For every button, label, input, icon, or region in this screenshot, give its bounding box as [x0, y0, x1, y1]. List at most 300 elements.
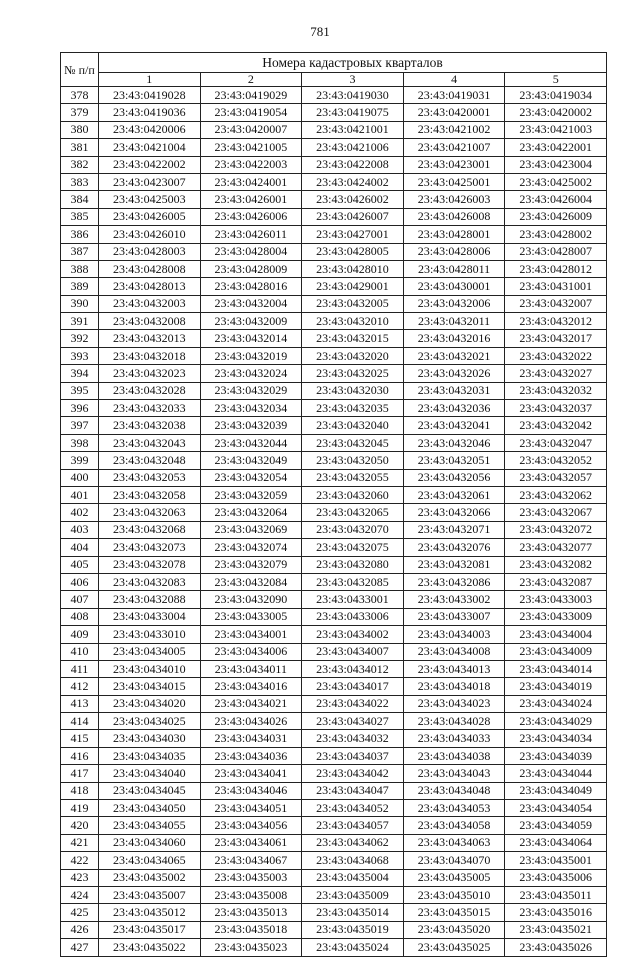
cadastral-number-cell: 23:43:0432021	[403, 347, 505, 364]
cadastral-number-cell: 23:43:0434004	[505, 626, 607, 643]
cadastral-number-cell: 23:43:0432040	[302, 417, 404, 434]
cadastral-number-cell: 23:43:0424002	[302, 173, 404, 190]
column-number-3: 3	[302, 73, 404, 87]
cadastral-number-cell: 23:43:0432027	[505, 365, 607, 382]
cadastral-number-cell: 23:43:0432062	[505, 486, 607, 503]
cadastral-number-cell: 23:43:0419036	[99, 104, 201, 121]
cadastral-number-cell: 23:43:0434020	[99, 695, 201, 712]
cadastral-number-cell: 23:43:0434028	[403, 713, 505, 730]
cadastral-number-cell: 23:43:0428001	[403, 226, 505, 243]
cadastral-number-cell: 23:43:0432013	[99, 330, 201, 347]
cadastral-number-cell: 23:43:0424001	[200, 173, 302, 190]
table-row	[61, 713, 607, 730]
cadastral-number-cell: 23:43:0435016	[505, 904, 607, 921]
cadastral-number-cell: 23:43:0434027	[302, 713, 404, 730]
table-row	[61, 869, 607, 886]
cadastral-number-cell: 23:43:0434019	[505, 678, 607, 695]
cadastral-number-cell: 23:43:0433010	[99, 626, 201, 643]
cadastral-number-cell: 23:43:0434055	[99, 817, 201, 834]
cadastral-number-cell: 23:43:0434029	[505, 713, 607, 730]
cadastral-number-cell: 23:43:0432036	[403, 400, 505, 417]
table-row	[61, 139, 607, 156]
cadastral-number-cell: 23:43:0421004	[99, 139, 201, 156]
row-number-cell: 408	[61, 608, 99, 625]
cadastral-number-cell: 23:43:0428010	[302, 260, 404, 277]
cadastral-number-cell: 23:43:0432076	[403, 539, 505, 556]
cadastral-number-cell: 23:43:0432073	[99, 539, 201, 556]
cadastral-number-cell: 23:43:0432083	[99, 573, 201, 590]
row-number-cell: 386	[61, 226, 99, 243]
cadastral-number-cell: 23:43:0434023	[403, 695, 505, 712]
cadastral-number-cell: 23:43:0428002	[505, 226, 607, 243]
row-number-cell: 385	[61, 208, 99, 225]
cadastral-number-cell: 23:43:0435010	[403, 886, 505, 903]
cadastral-number-cell: 23:43:0435022	[99, 939, 201, 956]
row-number-cell: 392	[61, 330, 99, 347]
cadastral-number-cell: 23:43:0434040	[99, 765, 201, 782]
row-number-cell: 402	[61, 504, 99, 521]
cadastral-number-cell: 23:43:0432046	[403, 434, 505, 451]
table-row	[61, 382, 607, 399]
cadastral-number-cell: 23:43:0434018	[403, 678, 505, 695]
cadastral-number-cell: 23:43:0432063	[99, 504, 201, 521]
column-number-1: 1	[99, 73, 201, 87]
cadastral-number-cell: 23:43:0432067	[505, 504, 607, 521]
cadastral-number-cell: 23:43:0420007	[200, 121, 302, 138]
cadastral-number-cell: 23:43:0421006	[302, 139, 404, 156]
cadastral-number-cell: 23:43:0421002	[403, 121, 505, 138]
cadastral-number-cell: 23:43:0434057	[302, 817, 404, 834]
cadastral-number-cell: 23:43:0434021	[200, 695, 302, 712]
cadastral-number-cell: 23:43:0432034	[200, 400, 302, 417]
cadastral-number-cell: 23:43:0432081	[403, 556, 505, 573]
cadastral-number-cell: 23:43:0434016	[200, 678, 302, 695]
table-row	[61, 939, 607, 956]
cadastral-number-cell: 23:43:0426008	[403, 208, 505, 225]
cadastral-number-cell: 23:43:0434041	[200, 765, 302, 782]
row-number-cell: 396	[61, 400, 99, 417]
cadastral-number-cell: 23:43:0435008	[200, 886, 302, 903]
table-row	[61, 573, 607, 590]
cadastral-number-cell: 23:43:0432069	[200, 521, 302, 538]
cadastral-number-cell: 23:43:0432051	[403, 452, 505, 469]
cadastral-number-cell: 23:43:0432084	[200, 573, 302, 590]
row-number-cell: 416	[61, 747, 99, 764]
cadastral-number-cell: 23:43:0432044	[200, 434, 302, 451]
row-number-cell: 410	[61, 643, 99, 660]
cadastral-number-cell: 23:43:0428006	[403, 243, 505, 260]
cadastral-number-cell: 23:43:0419034	[505, 87, 607, 104]
row-number-cell: 422	[61, 852, 99, 869]
table-row	[61, 886, 607, 903]
cadastral-number-cell: 23:43:0419028	[99, 87, 201, 104]
row-number-cell: 415	[61, 730, 99, 747]
cadastral-number-cell: 23:43:0434043	[403, 765, 505, 782]
cadastral-number-cell: 23:43:0426007	[302, 208, 404, 225]
table-row	[61, 347, 607, 364]
table-row	[61, 504, 607, 521]
cadastral-number-cell: 23:43:0434022	[302, 695, 404, 712]
cadastral-number-cell: 23:43:0419031	[403, 87, 505, 104]
cadastral-number-cell: 23:43:0432047	[505, 434, 607, 451]
table-row	[61, 591, 607, 608]
cadastral-number-cell: 23:43:0426001	[200, 191, 302, 208]
cadastral-number-cell: 23:43:0432050	[302, 452, 404, 469]
cadastral-number-cell: 23:43:0434044	[505, 765, 607, 782]
cadastral-number-cell: 23:43:0434006	[200, 643, 302, 660]
cadastral-number-cell: 23:43:0434067	[200, 852, 302, 869]
cadastral-number-cell: 23:43:0432008	[99, 313, 201, 330]
cadastral-number-cell: 23:43:0423007	[99, 173, 201, 190]
table-row	[61, 800, 607, 817]
cadastral-number-cell: 23:43:0428005	[302, 243, 404, 260]
table-row	[61, 208, 607, 225]
cadastral-number-cell: 23:43:0432068	[99, 521, 201, 538]
cadastral-number-cell: 23:43:0419054	[200, 104, 302, 121]
cadastral-number-cell: 23:43:0432053	[99, 469, 201, 486]
cadastral-number-cell: 23:43:0434031	[200, 730, 302, 747]
table-row	[61, 643, 607, 660]
cadastral-number-cell: 23:43:0432003	[99, 295, 201, 312]
cadastral-number-cell: 23:43:0432057	[505, 469, 607, 486]
table-row	[61, 521, 607, 538]
row-number-cell: 382	[61, 156, 99, 173]
cadastral-number-cell: 23:43:0421005	[200, 139, 302, 156]
cadastral-number-cell: 23:43:0428007	[505, 243, 607, 260]
row-number-cell: 391	[61, 313, 99, 330]
row-number-cell: 417	[61, 765, 99, 782]
cadastral-number-cell: 23:43:0428013	[99, 278, 201, 295]
cadastral-number-cell: 23:43:0432042	[505, 417, 607, 434]
cadastral-number-cell: 23:43:0432061	[403, 486, 505, 503]
cadastral-number-cell: 23:43:0435006	[505, 869, 607, 886]
cadastral-number-cell: 23:43:0422003	[200, 156, 302, 173]
cadastral-number-cell: 23:43:0435001	[505, 852, 607, 869]
cadastral-number-cell: 23:43:0432023	[99, 365, 201, 382]
cadastral-number-cell: 23:43:0433006	[302, 608, 404, 625]
cadastral-number-cell: 23:43:0435007	[99, 886, 201, 903]
table-title: Номера кадастровых кварталов	[99, 53, 607, 73]
row-number-cell: 401	[61, 486, 99, 503]
table-body	[61, 87, 607, 957]
cadastral-number-cell: 23:43:0435014	[302, 904, 404, 921]
table-row	[61, 104, 607, 121]
cadastral-number-cell: 23:43:0434036	[200, 747, 302, 764]
table-row	[61, 313, 607, 330]
table-row	[61, 365, 607, 382]
cadastral-number-cell: 23:43:0433001	[302, 591, 404, 608]
cadastral-number-cell: 23:43:0419029	[200, 87, 302, 104]
cadastral-number-cell: 23:43:0434035	[99, 747, 201, 764]
row-number-cell: 427	[61, 939, 99, 956]
cadastral-number-cell: 23:43:0432024	[200, 365, 302, 382]
cadastral-number-cell: 23:43:0426004	[505, 191, 607, 208]
cadastral-number-cell: 23:43:0422008	[302, 156, 404, 173]
cadastral-number-cell: 23:43:0427001	[302, 226, 404, 243]
cadastral-number-cell: 23:43:0432059	[200, 486, 302, 503]
cadastral-number-cell: 23:43:0435026	[505, 939, 607, 956]
row-number-cell: 393	[61, 347, 99, 364]
cadastral-number-cell: 23:43:0432058	[99, 486, 201, 503]
cadastral-number-cell: 23:43:0434054	[505, 800, 607, 817]
cadastral-number-cell: 23:43:0432007	[505, 295, 607, 312]
cadastral-number-cell: 23:43:0432004	[200, 295, 302, 312]
cadastral-number-cell: 23:43:0434010	[99, 660, 201, 677]
cadastral-number-cell: 23:43:0432090	[200, 591, 302, 608]
cadastral-number-cell: 23:43:0422001	[505, 139, 607, 156]
table-row	[61, 765, 607, 782]
row-number-cell: 378	[61, 87, 99, 104]
cadastral-number-cell: 23:43:0432009	[200, 313, 302, 330]
cadastral-number-cell: 23:43:0434011	[200, 660, 302, 677]
row-number-cell: 423	[61, 869, 99, 886]
row-number-cell: 400	[61, 469, 99, 486]
table-row	[61, 452, 607, 469]
cadastral-number-cell: 23:43:0426003	[403, 191, 505, 208]
cadastral-number-cell: 23:43:0432060	[302, 486, 404, 503]
cadastral-number-cell: 23:43:0432077	[505, 539, 607, 556]
table-row	[61, 417, 607, 434]
table-row	[61, 695, 607, 712]
cadastral-number-cell: 23:43:0432055	[302, 469, 404, 486]
cadastral-number-cell: 23:43:0432064	[200, 504, 302, 521]
cadastral-number-cell: 23:43:0422002	[99, 156, 201, 173]
cadastral-number-cell: 23:43:0432025	[302, 365, 404, 382]
cadastral-number-cell: 23:43:0434068	[302, 852, 404, 869]
table-row	[61, 834, 607, 851]
cadastral-number-cell: 23:43:0434033	[403, 730, 505, 747]
cadastral-number-cell: 23:43:0434034	[505, 730, 607, 747]
cadastral-number-cell: 23:43:0432033	[99, 400, 201, 417]
cadastral-number-cell: 23:43:0433007	[403, 608, 505, 625]
row-number-cell: 404	[61, 539, 99, 556]
cadastral-number-cell: 23:43:0426010	[99, 226, 201, 243]
cadastral-number-cell: 23:43:0432037	[505, 400, 607, 417]
table-row	[61, 226, 607, 243]
row-number-cell: 405	[61, 556, 99, 573]
table-row	[61, 330, 607, 347]
row-number-cell: 387	[61, 243, 99, 260]
cadastral-number-cell: 23:43:0432019	[200, 347, 302, 364]
cadastral-number-cell: 23:43:0432041	[403, 417, 505, 434]
row-number-cell: 412	[61, 678, 99, 695]
cadastral-number-cell: 23:43:0428008	[99, 260, 201, 277]
table-header	[61, 53, 607, 87]
cadastral-number-cell: 23:43:0435005	[403, 869, 505, 886]
cadastral-number-cell: 23:43:0432030	[302, 382, 404, 399]
cadastral-number-cell: 23:43:0433003	[505, 591, 607, 608]
table-row	[61, 469, 607, 486]
table-row	[61, 852, 607, 869]
cadastral-number-cell: 23:43:0434030	[99, 730, 201, 747]
cadastral-number-cell: 23:43:0434038	[403, 747, 505, 764]
cadastral-number-cell: 23:43:0434049	[505, 782, 607, 799]
cadastral-number-cell: 23:43:0432039	[200, 417, 302, 434]
cadastral-number-cell: 23:43:0434064	[505, 834, 607, 851]
cadastral-number-cell: 23:43:0426006	[200, 208, 302, 225]
cadastral-number-cell: 23:43:0432017	[505, 330, 607, 347]
cadastral-number-cell: 23:43:0420001	[403, 104, 505, 121]
table-row	[61, 626, 607, 643]
cadastral-number-cell: 23:43:0432080	[302, 556, 404, 573]
row-number-cell: 388	[61, 260, 99, 277]
cadastral-number-cell: 23:43:0425003	[99, 191, 201, 208]
cadastral-number-cell: 23:43:0434002	[302, 626, 404, 643]
row-number-cell: 420	[61, 817, 99, 834]
cadastral-number-cell: 23:43:0419075	[302, 104, 404, 121]
table-row	[61, 782, 607, 799]
cadastral-number-cell: 23:43:0426009	[505, 208, 607, 225]
cadastral-number-cell: 23:43:0432082	[505, 556, 607, 573]
cadastral-number-cell: 23:43:0435021	[505, 921, 607, 938]
column-number-2: 2	[200, 73, 302, 87]
cadastral-number-cell: 23:43:0421001	[302, 121, 404, 138]
cadastral-number-cell: 23:43:0434008	[403, 643, 505, 660]
cadastral-number-cell: 23:43:0423004	[505, 156, 607, 173]
cadastral-number-cell: 23:43:0432031	[403, 382, 505, 399]
table-row	[61, 260, 607, 277]
cadastral-number-cell: 23:43:0434065	[99, 852, 201, 869]
cadastral-number-cell: 23:43:0434056	[200, 817, 302, 834]
cadastral-number-cell: 23:43:0434024	[505, 695, 607, 712]
cadastral-number-cell: 23:43:0432065	[302, 504, 404, 521]
cadastral-number-cell: 23:43:0432043	[99, 434, 201, 451]
cadastral-number-cell: 23:43:0432070	[302, 521, 404, 538]
cadastral-number-cell: 23:43:0432052	[505, 452, 607, 469]
cadastral-number-cell: 23:43:0421007	[403, 139, 505, 156]
table-row	[61, 400, 607, 417]
cadastral-number-cell: 23:43:0428003	[99, 243, 201, 260]
cadastral-number-cell: 23:43:0432035	[302, 400, 404, 417]
cadastral-number-cell: 23:43:0434047	[302, 782, 404, 799]
cadastral-number-cell: 23:43:0432075	[302, 539, 404, 556]
cadastral-number-cell: 23:43:0434012	[302, 660, 404, 677]
cadastral-number-cell: 23:43:0434025	[99, 713, 201, 730]
table-row	[61, 156, 607, 173]
cadastral-number-cell: 23:43:0434005	[99, 643, 201, 660]
cadastral-number-cell: 23:43:0434059	[505, 817, 607, 834]
cadastral-number-cell: 23:43:0428016	[200, 278, 302, 295]
page-number: 781	[310, 24, 330, 39]
cadastral-number-cell: 23:43:0434007	[302, 643, 404, 660]
cadastral-number-cell: 23:43:0432014	[200, 330, 302, 347]
cadastral-number-cell: 23:43:0435020	[403, 921, 505, 938]
row-number-cell: 395	[61, 382, 99, 399]
table-row	[61, 817, 607, 834]
row-number-cell: 413	[61, 695, 99, 712]
cadastral-number-cell: 23:43:0435013	[200, 904, 302, 921]
cadastral-number-cell: 23:43:0432085	[302, 573, 404, 590]
cadastral-number-cell: 23:43:0420002	[505, 104, 607, 121]
table-row	[61, 730, 607, 747]
row-number-cell: 414	[61, 713, 99, 730]
cadastral-number-cell: 23:43:0421003	[505, 121, 607, 138]
cadastral-number-cell: 23:43:0432087	[505, 573, 607, 590]
cadastral-number-cell: 23:43:0425002	[505, 173, 607, 190]
cadastral-number-cell: 23:43:0430001	[403, 278, 505, 295]
row-number-cell: 389	[61, 278, 99, 295]
table-row	[61, 678, 607, 695]
cadastral-number-cell: 23:43:0434060	[99, 834, 201, 851]
cadastral-number-cell: 23:43:0428004	[200, 243, 302, 260]
row-number-cell: 406	[61, 573, 99, 590]
cadastral-number-cell: 23:43:0434058	[403, 817, 505, 834]
column-number-5: 5	[505, 73, 607, 87]
cadastral-number-cell: 23:43:0426011	[200, 226, 302, 243]
row-number-cell: 394	[61, 365, 99, 382]
row-number-cell: 381	[61, 139, 99, 156]
cadastral-number-cell: 23:43:0434063	[403, 834, 505, 851]
cadastral-number-cell: 23:43:0434061	[200, 834, 302, 851]
cadastral-number-cell: 23:43:0434048	[403, 782, 505, 799]
row-number-cell: 379	[61, 104, 99, 121]
table-row	[61, 434, 607, 451]
cadastral-number-cell: 23:43:0432015	[302, 330, 404, 347]
cadastral-number-cell: 23:43:0432071	[403, 521, 505, 538]
row-number-cell: 383	[61, 173, 99, 190]
cadastral-number-cell: 23:43:0432026	[403, 365, 505, 382]
cadastral-number-cell: 23:43:0432018	[99, 347, 201, 364]
cadastral-number-cell: 23:43:0425001	[403, 173, 505, 190]
row-number-cell: 397	[61, 417, 99, 434]
cadastral-number-cell: 23:43:0435015	[403, 904, 505, 921]
cadastral-number-cell: 23:43:0432078	[99, 556, 201, 573]
cadastral-number-cell: 23:43:0432074	[200, 539, 302, 556]
cadastral-number-cell: 23:43:0435023	[200, 939, 302, 956]
cadastral-number-cell: 23:43:0435025	[403, 939, 505, 956]
cadastral-number-cell: 23:43:0432032	[505, 382, 607, 399]
cadastral-number-cell: 23:43:0428009	[200, 260, 302, 277]
row-number-cell: 419	[61, 800, 99, 817]
table-row	[61, 243, 607, 260]
row-number-header: № п/п	[61, 53, 99, 87]
cadastral-number-cell: 23:43:0432020	[302, 347, 404, 364]
cadastral-number-cell: 23:43:0432010	[302, 313, 404, 330]
cadastral-number-cell: 23:43:0434070	[403, 852, 505, 869]
cadastral-number-cell: 23:43:0434026	[200, 713, 302, 730]
cadastral-number-cell: 23:43:0434062	[302, 834, 404, 851]
row-number-cell: 421	[61, 834, 99, 851]
table-row	[61, 921, 607, 938]
row-number-cell: 403	[61, 521, 99, 538]
cadastral-number-cell: 23:43:0433009	[505, 608, 607, 625]
row-number-cell: 418	[61, 782, 99, 799]
row-number-cell: 425	[61, 904, 99, 921]
row-number-cell: 398	[61, 434, 99, 451]
table-row	[61, 747, 607, 764]
cadastral-number-cell: 23:43:0435002	[99, 869, 201, 886]
row-number-cell: 407	[61, 591, 99, 608]
row-number-cell: 390	[61, 295, 99, 312]
cadastral-number-cell: 23:43:0434013	[403, 660, 505, 677]
cadastral-number-cell: 23:43:0435012	[99, 904, 201, 921]
cadastral-number-cell: 23:43:0433005	[200, 608, 302, 625]
cadastral-number-cell: 23:43:0432028	[99, 382, 201, 399]
cadastral-number-cell: 23:43:0426005	[99, 208, 201, 225]
table-row	[61, 173, 607, 190]
cadastral-number-cell: 23:43:0420006	[99, 121, 201, 138]
row-number-cell: 399	[61, 452, 99, 469]
cadastral-number-cell: 23:43:0432038	[99, 417, 201, 434]
cadastral-number-cell: 23:43:0434003	[403, 626, 505, 643]
cadastral-number-cell: 23:43:0434014	[505, 660, 607, 677]
cadastral-number-cell: 23:43:0434001	[200, 626, 302, 643]
cadastral-number-cell: 23:43:0432088	[99, 591, 201, 608]
cadastral-number-cell: 23:43:0435009	[302, 886, 404, 903]
cadastral-number-cell: 23:43:0432022	[505, 347, 607, 364]
cadastral-number-cell: 23:43:0426002	[302, 191, 404, 208]
cadastral-number-cell: 23:43:0432054	[200, 469, 302, 486]
